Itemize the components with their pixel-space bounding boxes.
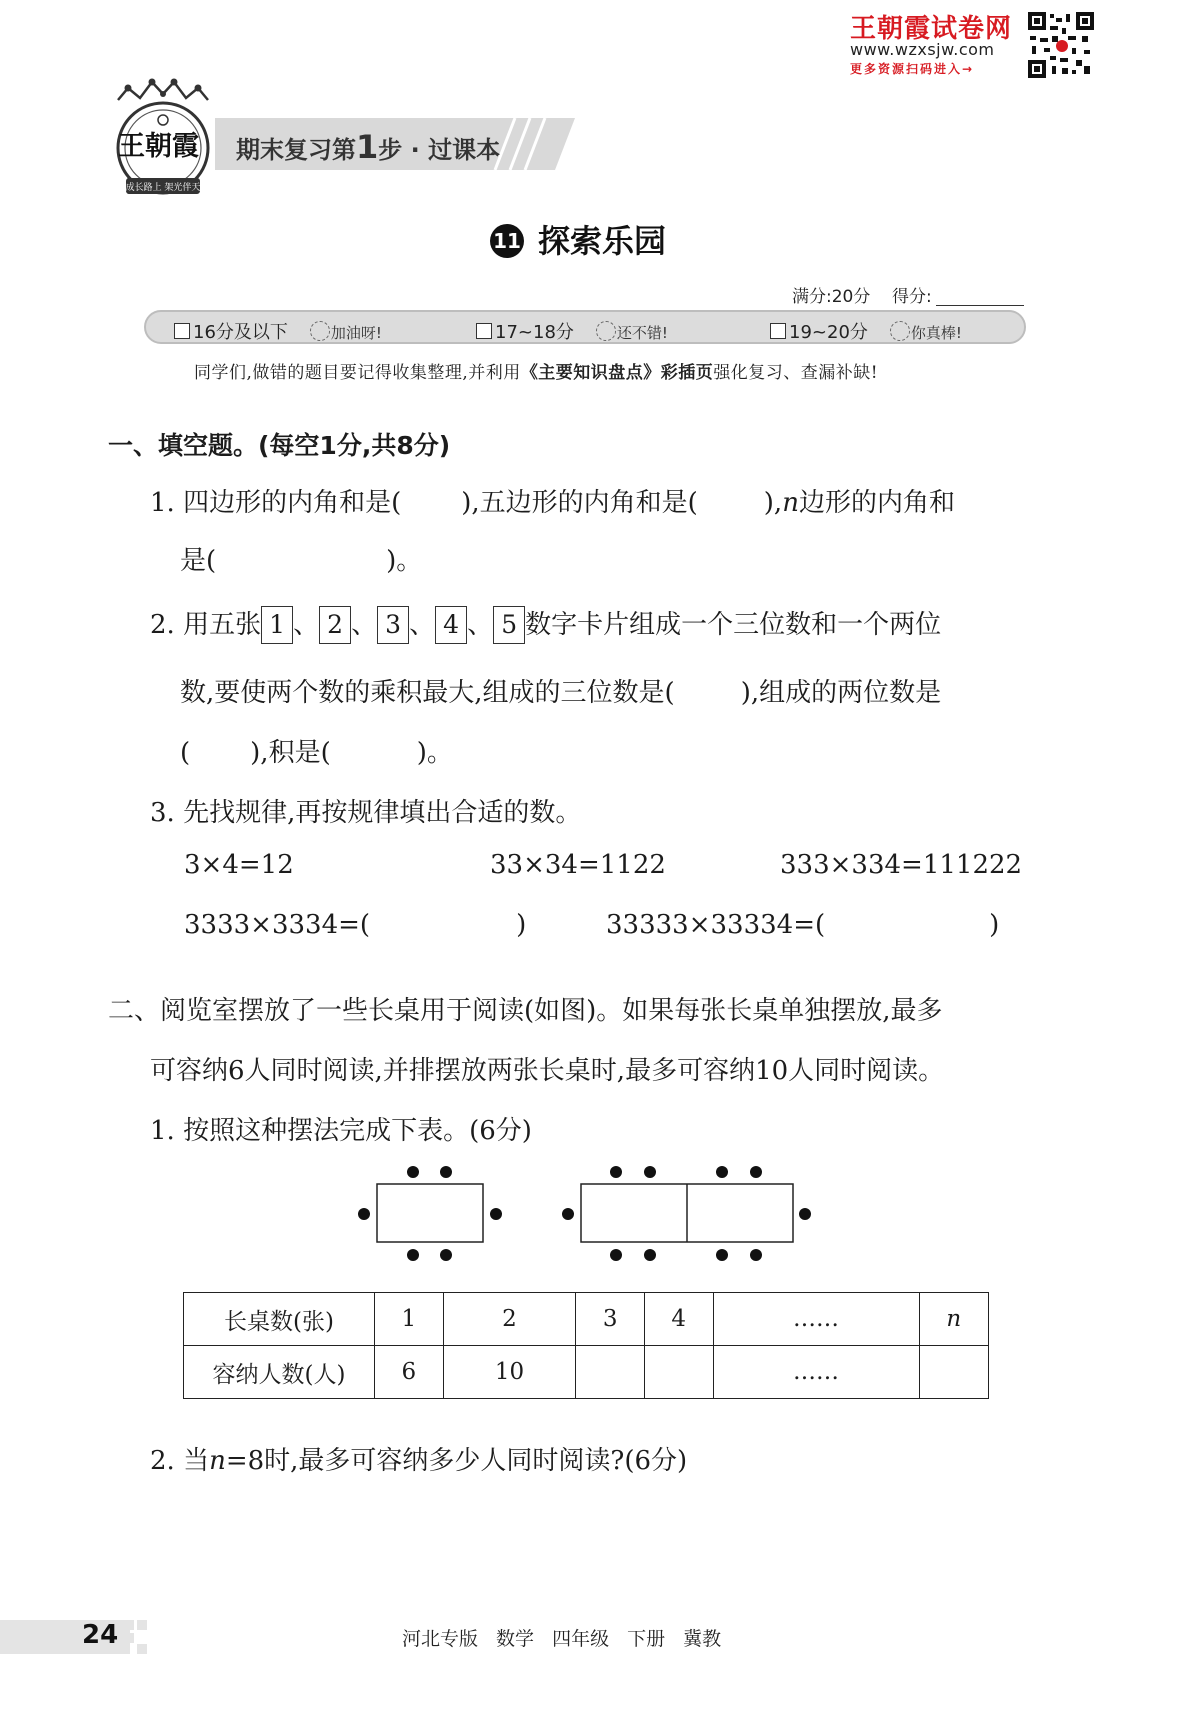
part1-heading: 一、填空题。(每空1分,共8分) [108, 431, 451, 460]
equation-3: 333×334=111222 [780, 850, 1023, 880]
seat [799, 1208, 811, 1220]
question-2-line-1: 2. 用五张 1 、 2 、 3 、 4 、 5 数字卡片组成一个三位数和一个两位 [150, 604, 941, 644]
smiley-icon [310, 321, 330, 341]
seat [644, 1166, 656, 1178]
part2-question-1: 1. 按照这种摆法完成下表。(6分) [150, 1116, 532, 1146]
equation-1: 3×4=12 [184, 850, 294, 880]
seat [490, 1208, 502, 1220]
footer-edition: 河北专版 数学 四年级 下册 冀教 [402, 1628, 722, 1650]
equation-2: 33×34=1122 [490, 850, 666, 880]
seat [716, 1166, 728, 1178]
table-cell: 2 [443, 1293, 576, 1346]
question-1-line-1: 1. 四边形的内角和是( ),五边形的内角和是( ),n边形的内角和 [150, 488, 955, 518]
answer-cell[interactable] [919, 1346, 988, 1399]
row-header: 长桌数(张) [184, 1293, 375, 1346]
seat [407, 1249, 419, 1261]
question-2-line-2: 数,要使两个数的乘积最大,组成的三位数是( ),组成的两位数是 [180, 678, 942, 708]
logo-text: 王朝霞 [118, 131, 199, 162]
grade-item: 19~20分 你真棒! [770, 318, 962, 344]
checkbox[interactable] [476, 323, 492, 339]
number-card: 5 [493, 606, 525, 644]
table-cell: 1 [375, 1293, 444, 1346]
section-number-badge: 11 [490, 224, 524, 258]
number-card: 3 [377, 606, 409, 644]
notice-text: 同学们,做错的题目要记得收集整理,并利用《主要知识盘点》彩插页强化复习、查漏补缺! [194, 363, 879, 383]
table-cell: 10 [443, 1346, 576, 1399]
footer-decoration [124, 1620, 150, 1654]
answer-cell[interactable] [644, 1346, 713, 1399]
part2-line-1: 二、阅览室摆放了一些长桌用于阅读(如图)。如果每张长桌单独摆放,最多 [108, 996, 943, 1026]
brand-title: 王朝霞试卷网 [850, 14, 1013, 44]
step-number: 1 [356, 128, 379, 166]
brand-url[interactable]: www.wzxsjw.com [850, 40, 995, 59]
qr-code-icon[interactable] [1028, 12, 1094, 78]
score-line: 满分:20分 得分: [792, 282, 1024, 307]
answer-cell[interactable] [576, 1346, 645, 1399]
seat [610, 1249, 622, 1261]
answer-area[interactable] [180, 1490, 1000, 1600]
seat [750, 1166, 762, 1178]
seat [644, 1249, 656, 1261]
banner-title: 期末复习第1步 · 过课本 [236, 128, 501, 166]
brand-tagline: 更多资源扫码进入→ [850, 62, 975, 76]
row-header: 容纳人数(人) [184, 1346, 375, 1399]
logo-motto: 成长路上 架光伴天 [125, 183, 201, 193]
smiley-icon [596, 321, 616, 341]
question-1-line-2: 是( )。 [180, 546, 423, 576]
seat [610, 1166, 622, 1178]
smiley-icon [890, 321, 910, 341]
equation-4: 3333×3334=( ) [184, 910, 527, 940]
table-cell: 4 [644, 1293, 713, 1346]
equation-5: 33333×33334=( ) [606, 910, 1000, 940]
number-card: 1 [261, 606, 293, 644]
seat [562, 1208, 574, 1220]
page-title: 11 探索乐园 [490, 216, 666, 262]
number-card: 2 [319, 606, 351, 644]
seat [750, 1249, 762, 1261]
grade-item: 16分及以下 加油呀! [174, 318, 382, 344]
table-cell: …… [713, 1293, 919, 1346]
data-table [183, 1292, 989, 1399]
seat [440, 1166, 452, 1178]
seat [716, 1249, 728, 1261]
table-cell: …… [713, 1346, 919, 1399]
seat [358, 1208, 370, 1220]
checkbox[interactable] [174, 323, 190, 339]
page-number: 24 [82, 1620, 119, 1650]
checkbox[interactable] [770, 323, 786, 339]
table-cell: n [919, 1293, 988, 1346]
single-table [377, 1184, 483, 1242]
table-arrangement-diagram [350, 1160, 830, 1280]
part2-question-2: 2. 当n=8时,最多可容纳多少人同时阅读?(6分) [150, 1446, 688, 1476]
question-3-text: 3. 先找规律,再按规律填出合适的数。 [150, 798, 582, 828]
table-row [184, 1346, 989, 1399]
seat [440, 1249, 452, 1261]
part2-line-2: 可容纳6人同时阅读,并排摆放两张长桌时,最多可容纳10人同时阅读。 [150, 1056, 945, 1086]
number-card: 4 [435, 606, 467, 644]
table-cell: 6 [375, 1346, 444, 1399]
seat [407, 1166, 419, 1178]
question-2-line-3: ( ),积是( )。 [180, 738, 453, 768]
score-blank[interactable] [936, 287, 1024, 306]
table-row [184, 1293, 989, 1346]
table-cell: 3 [576, 1293, 645, 1346]
grade-item: 17~18分 还不错! [476, 318, 668, 344]
